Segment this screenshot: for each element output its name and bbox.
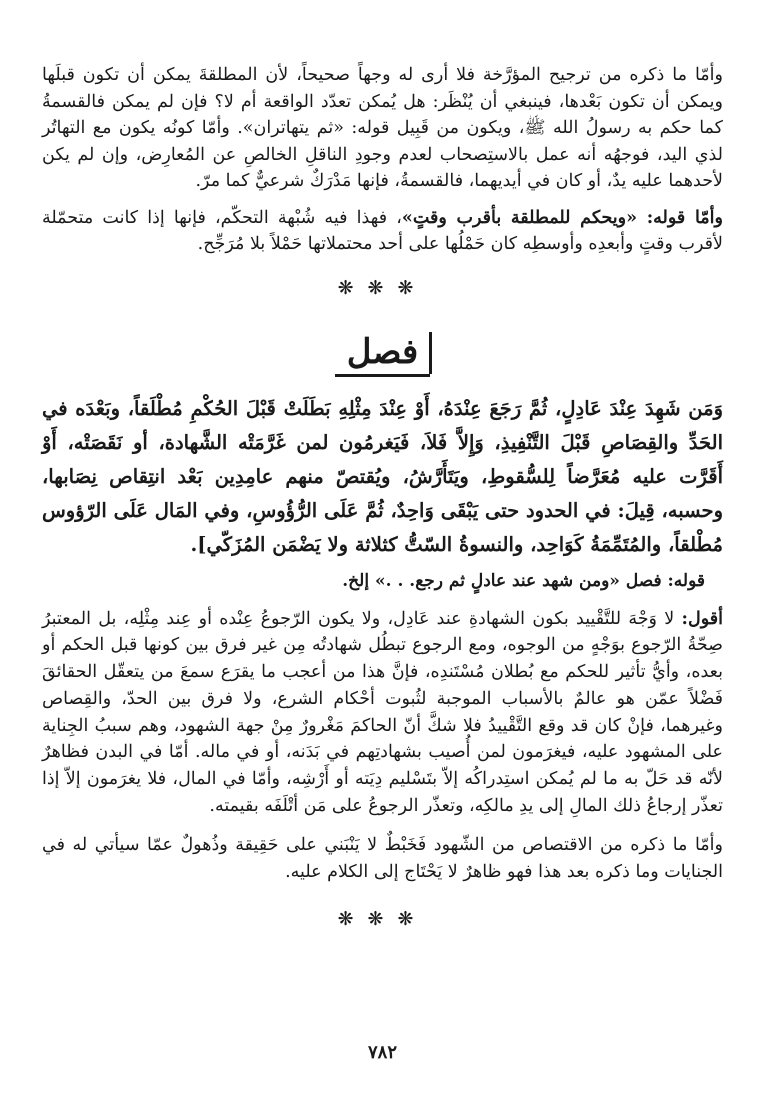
page-body xyxy=(42,62,723,931)
commentary-lead: أقول: xyxy=(681,608,723,629)
qawl-citation: قوله: فصل «ومن شهد عند عادلٍ ثم رجع. . .» إلخ. xyxy=(342,570,705,591)
matn-text: وَمَن شَهِدَ عِنْدَ عَادِلٍ، ثُمَّ رَجَعَ عِنْدَهُ، أَوْ عِنْدَ مِثْلِهِ بَطَلَتْ قَبْلَ الحُكْمِ مُطْلَقاً، وبَعْدَه في الحَدِّ والقِصَاصِ قَبْلَ التَّنْفِيذِ، وَإِلاَّ فَلاَ، فَيَغرمُون لمن غَرَّمَتْه الشَّهادة، أو نَقَصَتْه، أَوْ أَقَرَّت عليه مُعَرَّضاً لِلسُّقوطِ، ويَتَأَرَّشُ، ويُقتصّ منهم عامِدِين بَعْد انتِقاص نِصَابها، وحسبه، قِيلَ: في الحدود حتى يَبْقَى وَاحِدٌ، ثُمَّ عَلَى الرُّؤُوسِ، وفي المَال عَلَى الرّؤوس مُطْلقاً، والمُتَمِّمَةُ كَوَاحِد، والنسوةُ السّتُّ كثلاثة ولا يَضْمَن المُزَكّي]. xyxy=(42,396,723,556)
section-heading-wrap xyxy=(42,330,723,378)
commentary-text: لا وَجْهَ للتَّقْييد بكون الشهادةِ عند عَادِل، ولا يكون الرّجوعُ عِنْده أو عِند مِثْلِه، بل المعتبرُ صِحّةُ الرّجوع بوَجْهٍ من الوجوه، ومع الرجوع تبطُل شهادتُه مِن غير فرق بين كونها قبل الحكم أو بعده، وأيُّ تأثير للحكم مع بُطلان مُسْتَندِه، فإنَّ هذا من أعجب ما يقرَع سمعَ من يتعقّل الحقائقَ فَضْلاً عمّن هو عالمٌ بالأسباب الموجبة لثُبوت أحْكام الشرع، ولا فرق بين الحدّ، والقِصاص وغيرهما، فإنْ كان قد وقع التَّقْييدُ فلا شكَّ أنّ الحاكمَ مَغْرورٌ مِنْ جهة الشهود، وهم سببُ الجِناية على المشهود عليه، فيغرَمون لمن أُصيب بشهادتِهم في بَدَنه، أو في ماله. أمّا في البدن فظاهرٌ لأنّه قد حَلّ به ما لم يُمكن استِدراكُه إلاّ بتَسْليم دِيَته أو أَرْشِه، وأمّا في المال، فلا يغرَمون إلاّ إذا تعذّر إرجاعُ ذلك المالِ إلى يدِ مالكِه، وتعذّر الرجوعُ على مَن أتْلَفَه بقيمته. xyxy=(42,608,723,817)
paragraph-tarjih: وأمّا ما ذكره من ترجيح المؤرَّخة فلا أرى له وجهاً صحيحاً، لأن المطلقةَ يمكن أن تكون قبلَها ويمكن أن تكون بَعْدها، فينبغي أن يُنْظَر: هل يُمكن تعدّد الواقعة أم لا؟ فإن لم يمكن فالقسمةُ كما حكم به رسولُ الله ﷺ، ويكون من قَبِيل قوله: «ثم يتهاتران». وأمّا كونُه يكون مع التهاتُر لذي اليد، فوجهُه أنه عمل بالاستِصحاب لعدم وجودِ الناقلِ الخالصِ عن المُعارِض، وإن لم يكن لأحدهما عليه يدٌ، أو كان في أيديهما، فالقسمةُ، فإنها مَدْرَكٌ شرعيٌّ كما مرّ. xyxy=(42,65,723,191)
ornament-separator-bottom: ❋❋❋ xyxy=(337,908,428,931)
ornament-separator: ❋❋❋ xyxy=(337,276,428,299)
commentary-paragraph-2: وأمّا ما ذكره من الاقتصاص من الشّهود فَخَبْطٌ لا يَنْبَني على حَقِيقة وذُهولٌ عمّا سيأتي له في الجنايات وما ذكره بعد هذا فهو ظاهرٌ لا يَحْتَاج إلى الكلام عليه. xyxy=(42,834,723,882)
section-heading: فصل xyxy=(335,330,431,377)
quoted-statement: وأمّا قوله: «ويحكم للمطلقة بأقرب وقتٍ» xyxy=(401,207,723,228)
paragraph-mutlaqa xyxy=(42,205,723,258)
paragraph-mutlaqa-text: ، فهذا فيه شُبْهة التحكّم، فإنها إذا كانت متحمّلة لأقرب وقتٍ وأبعدِه وأوسطِه كان حَمْلُها على أحد محتملاتها حَمْلاً بلا مُرَجِّح. xyxy=(42,207,723,254)
commentary-paragraph xyxy=(42,606,723,820)
page-number: ٧٨٢ xyxy=(367,1042,397,1063)
